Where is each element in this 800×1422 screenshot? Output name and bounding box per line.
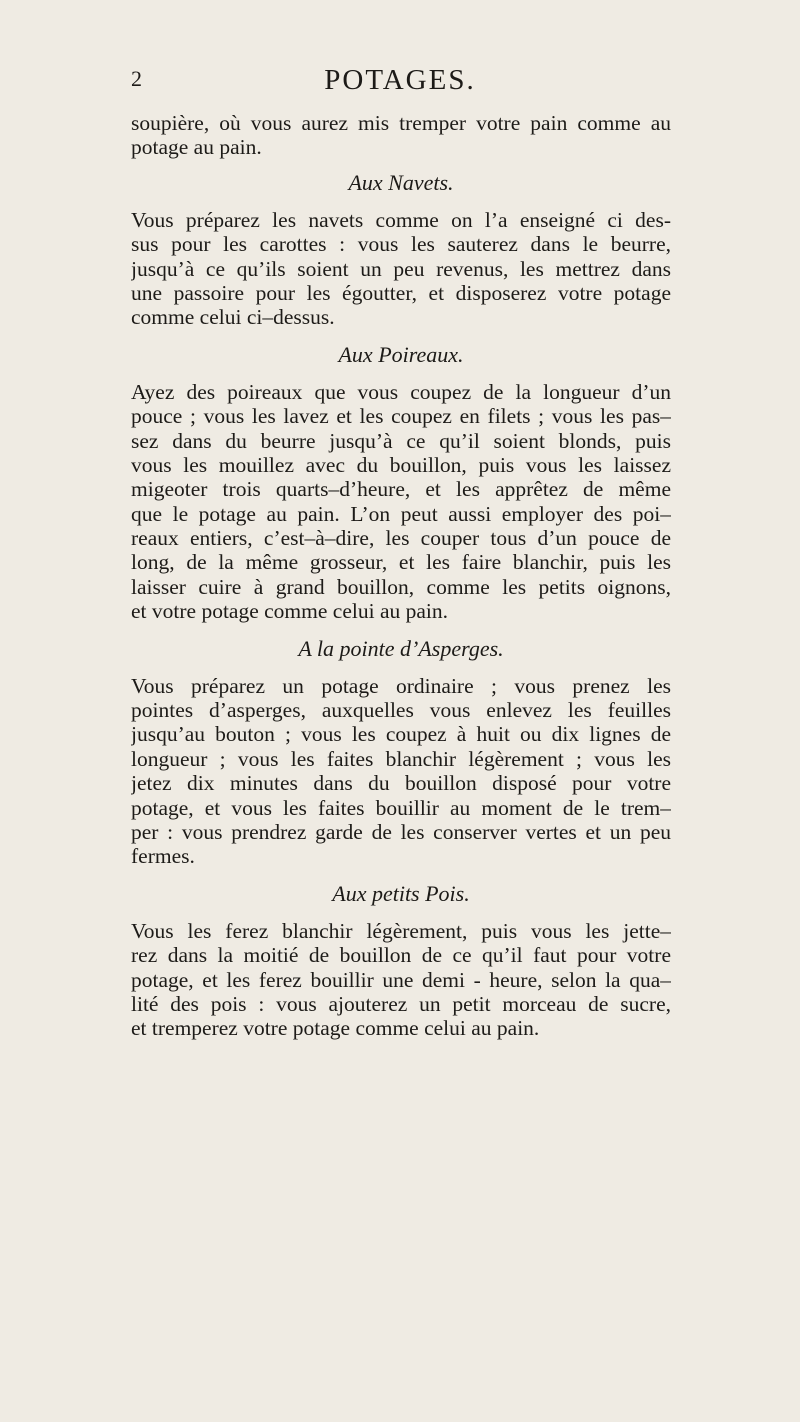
running-header <box>0 64 800 100</box>
text-line: reaux entiers, c’est–à–dire, les couper tous d’un pouce de <box>131 526 671 551</box>
section-paragraph <box>131 919 671 1041</box>
text-line: Vous les ferez blanchir légèrement, puis vous les jette– <box>131 918 671 943</box>
text-line: fermes. <box>131 844 195 869</box>
text-line: per : vous prendrez garde de les conserver vertes et un peu <box>131 819 671 844</box>
text-line: longueur ; vous les faites blanchir légèrement ; vous les <box>131 746 671 771</box>
body-text <box>131 111 671 1041</box>
text-line: long, de la même grosseur, et les faire blanchir, puis les <box>131 550 671 575</box>
text-line: rez dans la moitié de bouillon de ce qu’il faut pour votre <box>131 943 671 968</box>
text-line: Ayez des poireaux que vous coupez de la longueur d’un <box>131 379 671 404</box>
section-paragraph <box>131 674 671 869</box>
section-heading: A la pointe d’Asperges. <box>298 635 504 661</box>
text-line: laisser cuire à grand bouillon, comme les petits oignons, <box>131 574 671 599</box>
section-asperges <box>131 637 671 869</box>
text-line: sez dans du beurre jusqu’à ce qu’il soient blonds, puis <box>131 428 671 453</box>
section-paragraph <box>131 208 671 330</box>
text-line: jusqu’au bouton ; vous les coupez à huit ou dix lignes de <box>131 722 671 747</box>
text-line: soupière, où vous aurez mis tremper votre pain comme au <box>131 111 671 135</box>
text-line: sus pour les carottes : vous les sauterez dans le beurre, <box>131 232 671 257</box>
text-line: et tremperez votre potage comme celui au pain. <box>131 1016 540 1041</box>
section-paragraph <box>131 380 671 624</box>
page-number: 2 <box>131 66 142 91</box>
text-line: une passoire pour les égoutter, et disposerez votre potage <box>131 280 671 305</box>
text-line: potage, et vous les faites bouillir au moment de le trem– <box>131 795 671 820</box>
text-line: jusqu’à ce qu’ils soient un peu revenus, les mettrez dans <box>131 256 671 281</box>
text-line: migeoter trois quarts–d’heure, et les apprêtez de même <box>131 477 671 502</box>
text-line: et votre potage comme celui au pain. <box>131 599 448 624</box>
text-line: potage, et les ferez bouillir une demi - heure, selon la qua– <box>131 967 671 992</box>
text-line: pouce ; vous les lavez et les coupez en filets ; vous les pas– <box>131 404 671 429</box>
section-petits-pois <box>131 882 671 1041</box>
text-line: comme celui ci–dessus. <box>131 305 335 330</box>
text-line: que le potage au pain. L’on peut aussi employer des poi– <box>131 501 671 526</box>
section-heading: Aux petits Pois. <box>332 880 470 906</box>
page-title: POTAGES. <box>324 64 476 96</box>
text-line: Vous préparez un potage ordinaire ; vous prenez les <box>131 673 671 698</box>
section-heading: Aux Poireaux. <box>338 341 464 367</box>
section-poireaux <box>131 343 671 624</box>
text-line: potage au pain. <box>131 135 262 160</box>
text-line: vous les mouillez avec du bouillon, puis vous les laissez <box>131 452 671 477</box>
intro-paragraph <box>131 111 671 160</box>
text-line: jetez dix minutes dans du bouillon disposé pour votre <box>131 771 671 796</box>
text-line: lité des pois : vous ajouterez un petit morceau de sucre, <box>131 991 671 1016</box>
section-navets <box>131 171 671 330</box>
section-heading: Aux Navets. <box>348 169 454 195</box>
text-line: Vous préparez les navets comme on l’a enseigné ci des- <box>131 207 671 232</box>
text-line: pointes d’asperges, auxquelles vous enlevez les feuilles <box>131 698 671 723</box>
